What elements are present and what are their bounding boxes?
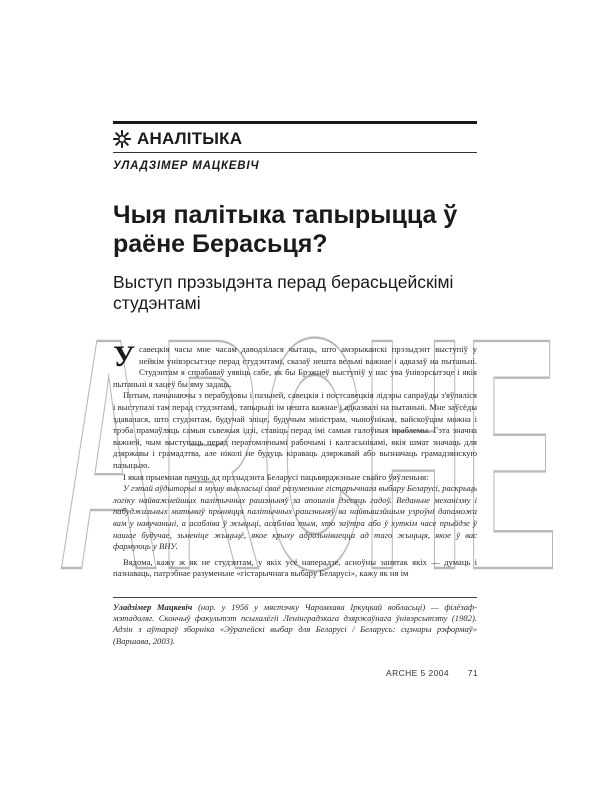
- drop-cap: У: [113, 340, 136, 373]
- page-number: 71: [467, 668, 478, 678]
- bio-rule: [113, 597, 477, 598]
- footer-issue-number: 5: [420, 668, 426, 678]
- article-title: Чыя палітыка тапырыцца ў раёне Берасьця?: [113, 201, 458, 258]
- svg-text:ARCHE: ARCHE: [58, 269, 558, 586]
- footer-magazine: ARCHE: [386, 668, 418, 678]
- section-title: АНАЛІТЫКА: [137, 129, 243, 148]
- footer-year: 2004: [428, 668, 449, 678]
- article-subtitle: Выступ прэзыдэнта перад берасьцейскімі студэнтамі: [113, 272, 454, 313]
- bio-text: (нар. у 1956 у мястэчку Чаромхава Іркуцкай вобласьці) — філёзаф-мэтадоляг. Скончыў факультэт псыхалёгіі Ленінградзкага дзяржаўнага ўнівэрсытэту (1982). Адзін з аўтараў зборніка «Эўрапейскі выбар для Беларусі / Беларусь: сцэнары рэформаў» (Варшава, 2003).: [113, 602, 477, 646]
- bio-name: Уладзімер Мацкевіч: [113, 602, 193, 612]
- article-body: [113, 340, 477, 580]
- section-rule: [113, 152, 477, 153]
- body-paragraph: [113, 340, 477, 390]
- body-paragraph: Потым, пачынаючы з перабудовы і пазьней, савецкія і постсавецкія лідэры сапраўды з'яўляліся і выступалі там перад студэнтамі, тапырылі ім нешта важнае і адказвалі на пытаньні. Мне заўсёды здавалася, што студэнтам, будучай эліце, будучым міністрам, чыноўнікам, вайскоўцам можна і трэба прамаўляць самыя сьвежыя ідэі, ставіць перад імі самыя галоўныя праблемы. Гэта значна важней, чым выступаць перад ператомленымі рабочымі і калгасьнікамі, якія шмат значаць для дзяржавы і грамадзтва, але ніколі не будуць кіраваць дзяржавай або вызначаць грамадзянскую пазыцыю.: [113, 390, 477, 470]
- sun-icon: [113, 130, 131, 148]
- author-bio: [113, 602, 477, 647]
- footer-issue: [386, 668, 449, 678]
- block-quote: У гэтай аўдыторыі я мушу выкласьці сваё разуменьне гістарычнага выбару Беларусі, раскрыць логіку найважнейшых палітычных рашэньняў за апошнія дзесяць гадоў. Веданьне механізму і пабуджальных матываў прыняцця палітычных рашэньняў ва найвышэйшым узроўні дапаможа вам у навучаньні, а асабліва ў жыцьці, асабліва тым, хто заўтра або ў хуткім часе прыйдзе ў нашае будучае, зьменіце жыцьцё, якое крыху адрозьніваецца ад таго жыцьця, якое ў вас фармуюць у ВНУ.: [113, 483, 477, 552]
- section-header: [113, 128, 477, 150]
- top-rule: [113, 121, 477, 124]
- body-paragraph: Вядома, кажу ж як не студэнтам, у якіх усё наперадзе, асноўны занятак якіх — думаць і пазнаваць, патрэбнае разуменьне «гістарычнага выбару Беларусі», кажу як ня ім: [113, 556, 477, 579]
- body-paragraph: І якая прыемная пачуць ад прэзыдэнта Беларусі пацьвярджэньне свайго ўяўленьня:: [123, 471, 429, 482]
- author-name: УЛАДЗІМЕР МАЦКЕВІЧ: [113, 160, 260, 172]
- body-text: савецкія часы мне часам даводзілася чытаць, што амэрыканскі прэзыдэнт выступіў у нейкім унівэрсытэце перад студэнтамі, сказаў нешта вельмі важнае і адказаў на пытаньні. Студэнтам я спрабаваў уявіць сабе, як бы Брэжнеў выступіў у нас ува ўнівэрсытэце і якія пытаньні я хацеў бы яму задаць.: [113, 344, 477, 389]
- page-footer: [386, 668, 478, 678]
